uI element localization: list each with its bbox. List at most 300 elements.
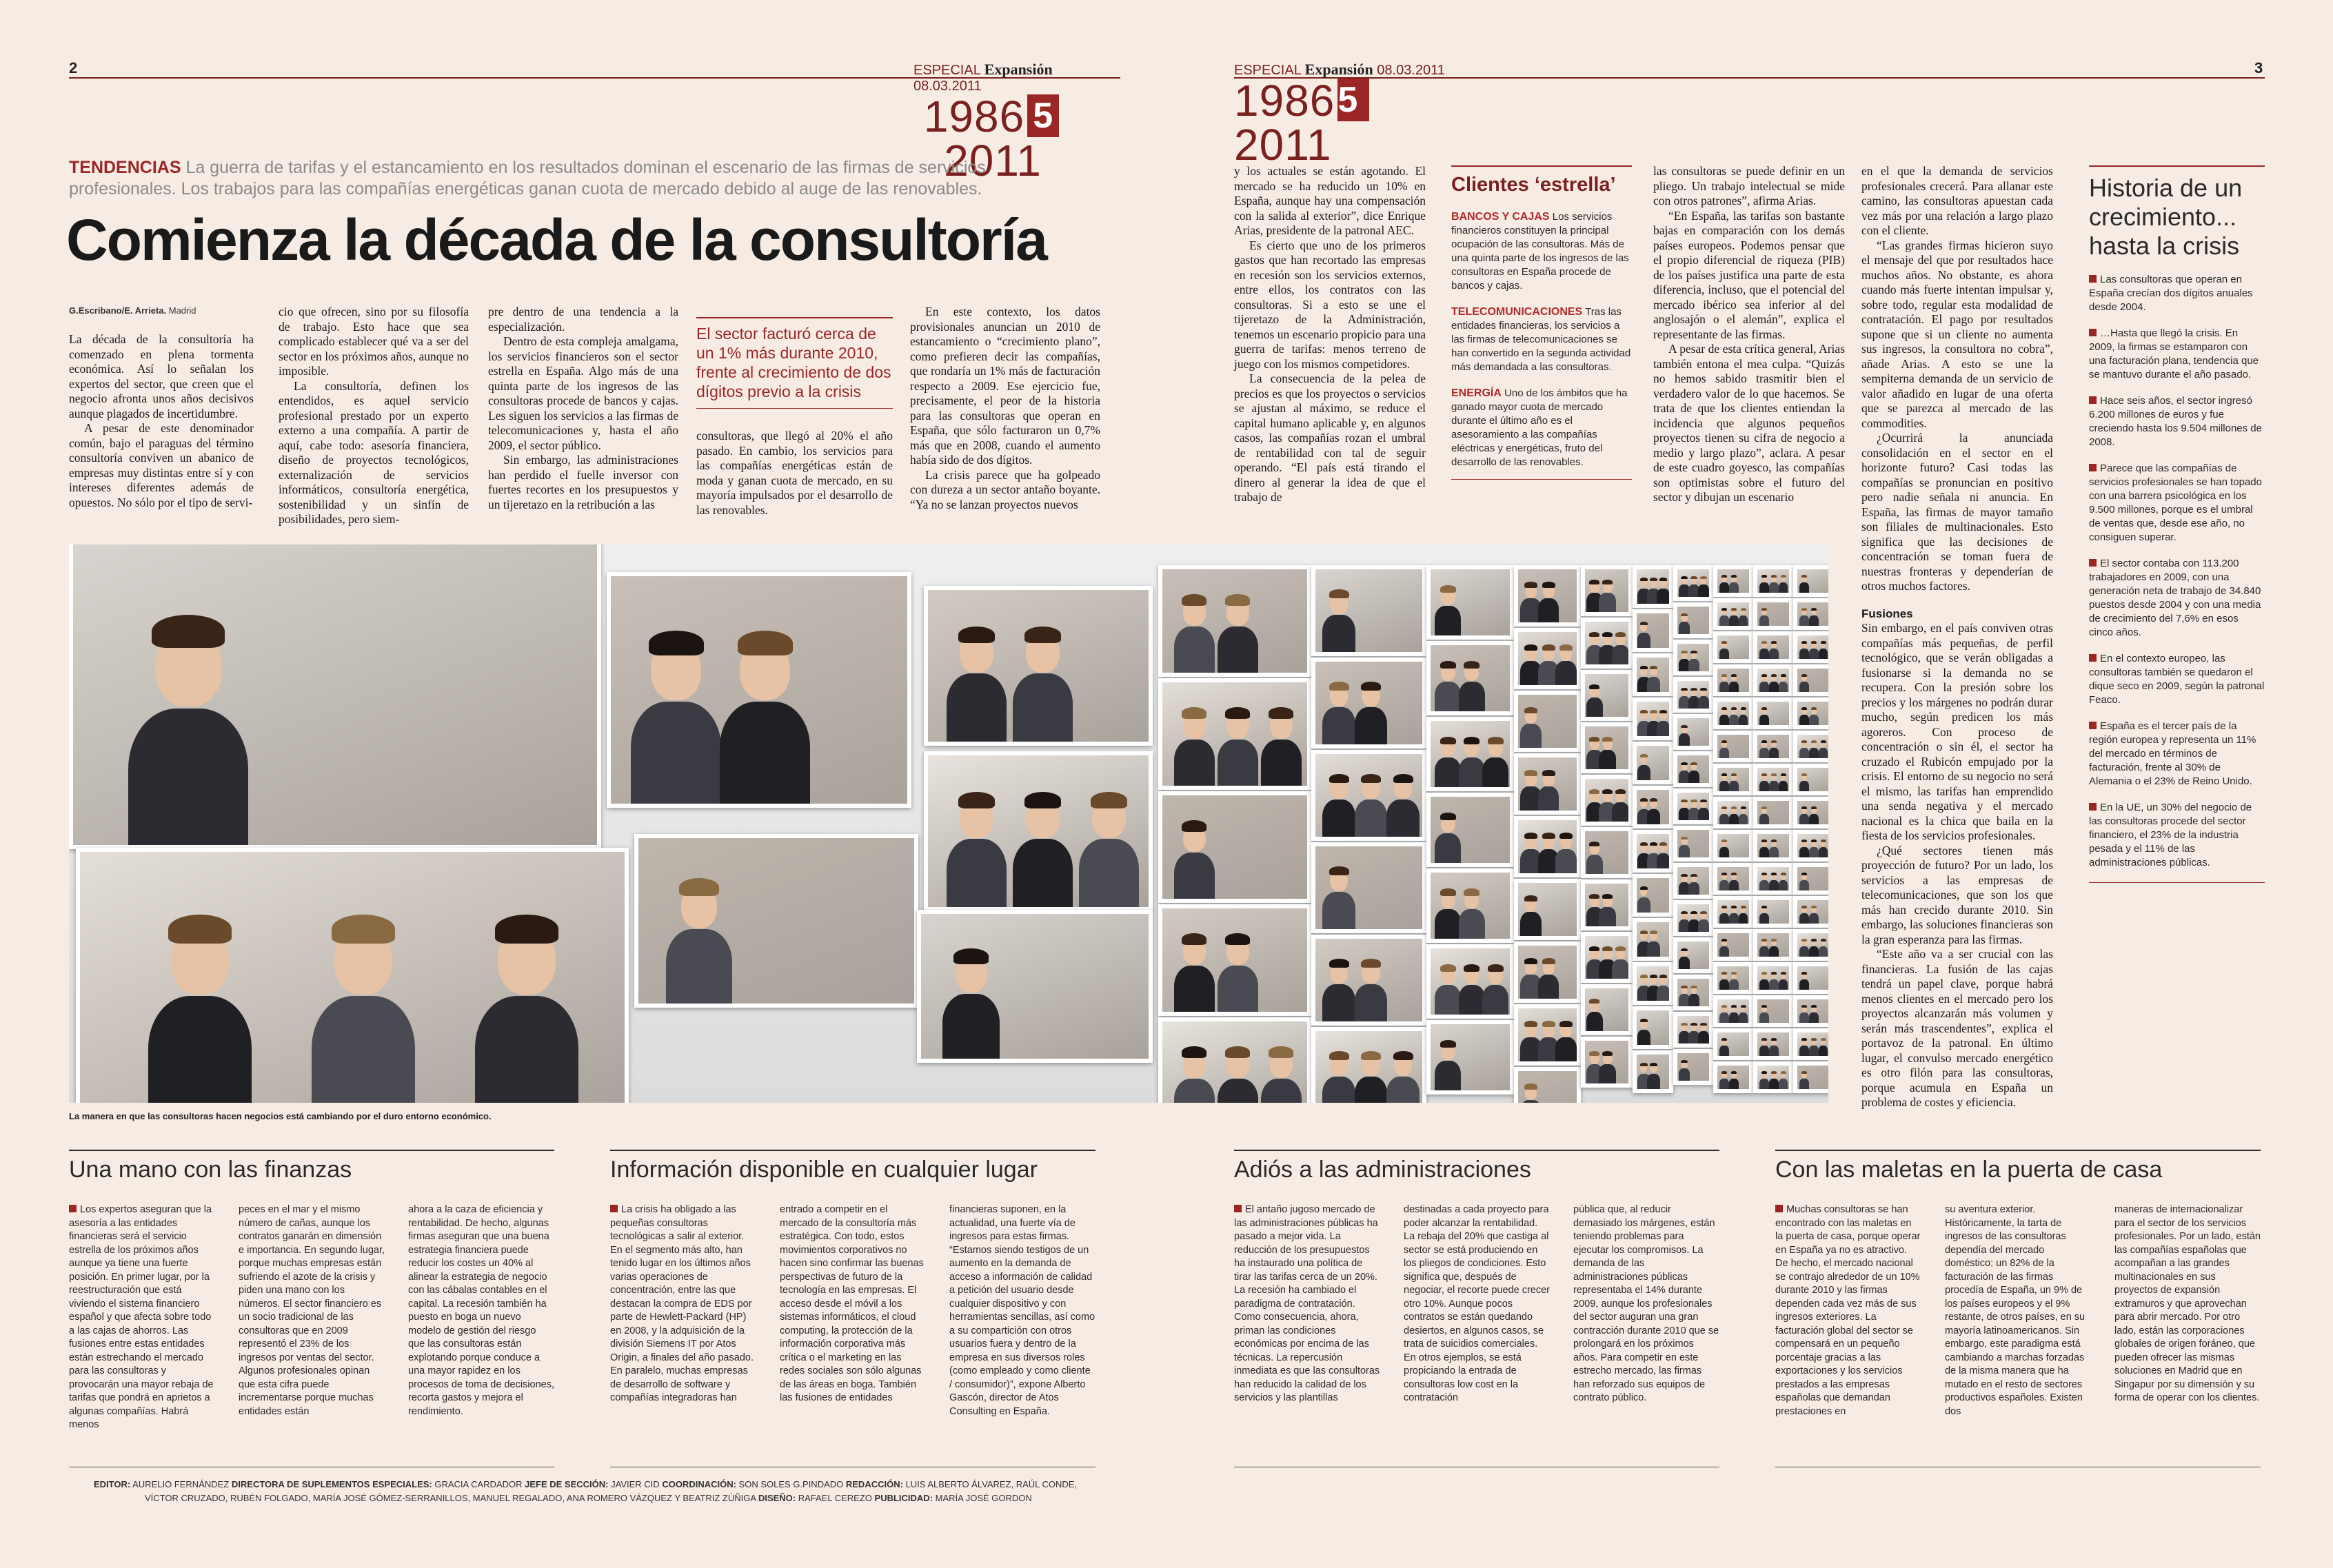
person-hair	[1602, 789, 1613, 794]
photo-tile	[1793, 962, 1828, 994]
person-figure	[1586, 698, 1604, 719]
photo-tile	[1793, 731, 1828, 762]
person-figure	[1739, 715, 1748, 726]
year-end: 2011	[1234, 120, 1332, 170]
photo-tile	[1633, 742, 1673, 784]
person-figure	[1555, 661, 1576, 688]
person-figure	[1769, 979, 1778, 991]
person-hair	[1781, 1071, 1786, 1074]
person-figure	[1079, 839, 1139, 911]
person-hair	[1731, 906, 1737, 908]
photo-tile	[1633, 609, 1673, 652]
person-hair	[1640, 930, 1648, 934]
person-hair	[1681, 986, 1688, 988]
credit-value: MARÍA JOSÉ GORDON	[935, 1493, 1032, 1503]
section-column	[949, 1203, 1095, 1418]
person-hair	[1589, 894, 1599, 899]
section-text: financieras suponen, en la actualidad, una fuerte vía de ingresos para estas firmas. “Estamos siendo testigos de un aumento en la demanda de acceso a información de calidad a petición del usuario desde cualquier dispositivo y con herramientas sencillas, así como a su compartición con otros usuarios fuera y dentro de la empresa en sus diversos roles (como empleado y como cliente / consumidor)”, expone Alberto Gascón, director de Atos Consulting en España.	[949, 1204, 1095, 1417]
photo-tile	[1713, 797, 1753, 828]
person-hair	[1464, 737, 1479, 744]
person-hair	[1721, 674, 1727, 677]
kicker: TENDENCIAS	[69, 158, 181, 177]
photo-tile	[76, 848, 629, 1103]
person-figure	[1729, 781, 1738, 793]
person-hair	[1761, 906, 1767, 908]
credits-line	[69, 1478, 1103, 1491]
person-hair	[1440, 964, 1456, 972]
person-hair	[958, 792, 995, 808]
person-hair	[1801, 773, 1807, 776]
photo-tile	[1311, 935, 1426, 1026]
person-hair	[1681, 1023, 1688, 1026]
clientes-item	[1451, 387, 1632, 469]
person-hair	[1640, 666, 1648, 669]
credit-label: COORDINACIÓN:	[662, 1479, 736, 1489]
paragraph: Sin embargo, las administraciones han perdido el fuelle inversor con fuertes recortes en los presupuestos y un tijeretazo en la retribución a las	[488, 453, 678, 511]
person-figure	[1435, 1061, 1461, 1094]
person-figure	[1719, 1079, 1728, 1090]
person-figure	[1799, 1046, 1808, 1057]
person-hair	[1640, 754, 1648, 757]
person-figure	[1637, 897, 1650, 915]
person-figure	[942, 994, 1000, 1063]
bullet-square-icon	[2089, 464, 2097, 471]
section-column	[610, 1203, 756, 1405]
person-hair	[1640, 622, 1648, 625]
person-hair	[1731, 674, 1737, 677]
sidebar-clientes-items	[1451, 210, 1632, 469]
person-hair	[1731, 773, 1737, 776]
paragraph: A pesar de este denominador común, bajo el paraguas del término consultoría conviven un abanico de empresas muy distintas entre sí y con intereses diferentes además de opuestos. No sólo por el tipo de servi-	[69, 421, 254, 509]
photo-tile	[1514, 816, 1581, 877]
section-text: su aventura exterior. Históricamente, la tarta de ingresos de las consultoras dependía del mercado doméstico: un 82% de la facturación de las firmas procedía de España, un 9% de los países europeos y el 9% restante, de otros países, en su mayoría latinoamericanos. Sin embargo, este paradigma está cambiando a marchas forzadas de la misma manera que ha mutado en el resto de sectores productivos españoles. Existen dos	[1945, 1204, 2085, 1417]
clientes-item	[1451, 305, 1632, 374]
person-hair	[1524, 582, 1537, 587]
person-figure	[1759, 682, 1768, 693]
person-hair	[1650, 798, 1657, 802]
person-hair	[1721, 873, 1727, 875]
paragraph: Dentro de esta compleja amalgama, los servicios financieros son el sector estrella en España. Algo más de una quinta parte de los ingresos de las consultoras procede de bancos y cajas. Les siguen los servicios a las firmas de telecomunicaciones y, hasta el año 2009, el sector público.	[488, 334, 678, 452]
deck	[69, 157, 1034, 200]
historia-item-text: España es el tercer país de la región europea y representa un 11% del mercado en términos de facturación, frente al 30% de Alemania o el 23% de Reino Unido.	[2089, 720, 2256, 787]
photo-tile	[1713, 664, 1753, 696]
person-hair	[1721, 972, 1727, 975]
bullet-square-icon	[2089, 722, 2097, 729]
person-figure	[1698, 696, 1709, 710]
credit-label: DIRECTORA DE SUPLEMENTOS ESPECIALES:	[231, 1479, 432, 1489]
person-figure	[1729, 814, 1738, 826]
person-figure	[1759, 748, 1768, 760]
photo-tile	[1673, 937, 1713, 973]
person-hair	[1488, 737, 1504, 744]
credit-label: REDACCIÓN:	[845, 1479, 903, 1489]
person-hair	[1811, 906, 1817, 908]
paragraph: “En España, las tarifas son bastante bajas en comparación con los demás países europeos. Podemos pensar que el propio diferencial de riqueza (PIB) de los países justifica una parte de esta diferencia, incluso, que el potencial del mercado ibérico sea inferior al del anglosajón o el alemán”, explica el representante de las firmas.	[1653, 208, 1845, 341]
section-column	[1573, 1203, 1719, 1405]
person-hair	[1182, 1046, 1206, 1058]
person-figure	[1013, 673, 1073, 746]
person-figure	[1769, 748, 1778, 760]
person-hair	[1811, 1038, 1817, 1041]
photo-tile	[1633, 698, 1673, 740]
year-end: 2011	[944, 136, 1042, 185]
person-figure	[1637, 765, 1650, 782]
person-hair	[1801, 972, 1807, 975]
photo-tile	[1673, 1012, 1713, 1048]
credit-label: DISEÑO:	[758, 1493, 796, 1503]
photo-tile	[1581, 932, 1633, 983]
person-hair	[1464, 888, 1479, 896]
person-hair	[1589, 842, 1599, 846]
person-figure	[1799, 582, 1808, 594]
sidebar-clientes-bottom-rule	[1451, 479, 1632, 480]
person-figure	[1355, 800, 1388, 841]
person-figure	[1322, 800, 1355, 841]
photo-tile	[634, 834, 918, 1008]
person-hair	[1700, 800, 1707, 802]
person-figure	[1435, 606, 1461, 639]
section-column	[1945, 1203, 2091, 1418]
person-figure	[1799, 1079, 1808, 1090]
person-figure	[1698, 1031, 1709, 1045]
photo-tile	[1514, 753, 1581, 815]
photo-tile	[1673, 788, 1713, 824]
person-hair	[1542, 644, 1555, 650]
person-figure	[1719, 649, 1728, 660]
person-hair	[1329, 682, 1349, 691]
person-figure	[1679, 1068, 1690, 1082]
photo-tile	[1426, 717, 1514, 791]
person-hair	[332, 915, 395, 944]
photo-tile	[924, 586, 1153, 746]
section-column	[780, 1203, 926, 1405]
person-figure	[1698, 808, 1709, 822]
person-figure	[1555, 1037, 1576, 1064]
person-hair	[1659, 710, 1667, 713]
person-hair	[1761, 939, 1767, 941]
person-figure	[1799, 1012, 1808, 1024]
person-hair	[1781, 575, 1786, 578]
person-figure	[1799, 979, 1808, 991]
person-hair	[1821, 740, 1826, 743]
paragraph: cio que ofrecen, sino por su filosofía de trabajo. Esto hace que sea complicado establecer qué va a ser del sector en los próximos años, aunque no imposible.	[279, 305, 469, 378]
historia-item-text: Parece que las compañías de servicios profesionales se han topado con una barrera psicológica en los 9.500 millones, porque es el umbral de ventas que, desde ese año, no consiguen superar.	[2089, 462, 2262, 543]
person-hair	[1640, 798, 1648, 802]
person-figure	[1719, 847, 1728, 859]
photo-tile	[1713, 731, 1753, 762]
person-figure	[1520, 912, 1541, 939]
person-hair	[1801, 608, 1807, 611]
person-figure	[1719, 1046, 1728, 1057]
person-figure	[1729, 979, 1738, 991]
fusiones-head: Fusiones	[1861, 607, 1913, 620]
person-figure	[1174, 627, 1215, 678]
person-figure	[1599, 907, 1616, 928]
person-figure	[1459, 985, 1485, 1018]
byline-place: Madrid	[168, 305, 196, 316]
historia-item	[2089, 273, 2265, 314]
historia-item	[2089, 720, 2265, 788]
photo-tile	[1426, 1020, 1514, 1094]
masthead-especial: ESPECIAL	[913, 63, 981, 78]
person-hair	[1602, 737, 1613, 742]
person-figure	[128, 709, 248, 849]
photo-tile	[1633, 565, 1673, 608]
person-hair	[1602, 632, 1613, 637]
photo-tile	[1793, 929, 1828, 961]
person-figure	[1729, 682, 1738, 693]
paragraph: En este contexto, los datos provisionales anuncian un 2010 de estancamiento o “crecimiento plano”, como prefieren decir las compañías, que rondaría un 1% más de facturación respecto a 2009. Ese ejercicio fue, precisamente, el peor de la historia para las consultoras que operan en España, que sólo facturaron un 0,7% más que en 2008, cuando el aumento había sido de dos dígitos.	[910, 305, 1100, 467]
person-hair	[1811, 806, 1817, 809]
person-hair	[1329, 774, 1349, 783]
section-title: Adiós a las administraciones	[1234, 1157, 1531, 1183]
photo-tile	[1793, 598, 1828, 630]
person-hair	[1811, 641, 1817, 644]
person-figure	[1612, 959, 1629, 981]
photo-tile	[1673, 1049, 1713, 1085]
person-hair	[168, 915, 232, 944]
person-hair	[1640, 1019, 1648, 1022]
person-hair	[1811, 939, 1817, 941]
masthead-especial: ESPECIAL	[1234, 63, 1302, 78]
person-figure	[1809, 748, 1818, 760]
person-figure	[1729, 1079, 1738, 1090]
person-hair	[1225, 707, 1250, 719]
paragraph: La crisis parece que ha golpeado con dureza a un sector antaño boyante. “Ya no se lanzan proyectos nuevos	[910, 467, 1100, 511]
clientes-item	[1451, 210, 1632, 293]
photo-tile	[1753, 830, 1793, 862]
person-figure	[1322, 615, 1355, 656]
historia-item-text: En el contexto europeo, las consultoras también se quedaron el dique seco en 2009, según la patronal Feaco.	[2089, 653, 2265, 706]
photo-tile	[1633, 653, 1673, 696]
person-hair	[1681, 613, 1688, 616]
photo-tile	[1426, 641, 1514, 715]
photo-tile	[1514, 1067, 1581, 1103]
person-figure	[1759, 1079, 1768, 1090]
person-figure	[1679, 957, 1690, 970]
person-hair	[1361, 682, 1381, 691]
person-hair	[1681, 911, 1688, 914]
person-figure	[1538, 598, 1559, 625]
person-figure	[1459, 909, 1485, 942]
person-hair	[1811, 740, 1817, 743]
person-figure	[1809, 913, 1818, 925]
person-figure	[1719, 979, 1728, 991]
person-figure	[1719, 781, 1728, 793]
person-figure	[1435, 682, 1461, 715]
person-figure	[1599, 750, 1616, 771]
photo-tile	[1713, 631, 1753, 663]
photo-tile	[1158, 791, 1311, 903]
person-hair	[1524, 833, 1537, 838]
photo-tile	[1713, 598, 1753, 630]
photo-tile	[1793, 631, 1828, 663]
person-hair	[1524, 895, 1537, 901]
person-hair	[1721, 839, 1727, 842]
person-figure	[1799, 615, 1808, 627]
year-start: 1986	[923, 92, 1025, 141]
year-start: 1986	[1234, 76, 1335, 125]
person-figure	[1759, 880, 1768, 892]
person-figure	[1261, 740, 1302, 791]
person-figure	[1719, 814, 1728, 826]
person-figure	[1435, 985, 1461, 1018]
person-hair	[1182, 933, 1206, 945]
person-hair	[1225, 933, 1250, 945]
person-hair	[649, 631, 704, 655]
section-rule	[1775, 1150, 2261, 1151]
photo-tile	[1581, 827, 1633, 878]
person-hair	[1329, 1051, 1349, 1060]
paragraph: en el que la demanda de servicios profesionales crecerá. Para allanar este camino, las consultoras apuestan cada vez más por una relación a largo plazo con el cliente.	[1861, 164, 2053, 237]
clientes-item-head: ENERGÍA	[1451, 387, 1502, 399]
person-hair	[1771, 1038, 1777, 1041]
section-text: pública que, al reducir demasiado los márgenes, están teniendo problemas para ejecutar los compromisos. La demanda de las administraciones públicas representaba el 14% durante 2009, aunque los profesionales del sector auguran una gran contracción durante 2010 que se prolongará en los próximos años. Para competir en este estrecho mercado, las firmas han reforzado sus equipos de contrato público.	[1573, 1204, 1719, 1403]
masthead-brand: Expansión	[984, 61, 1053, 78]
bullet-square-icon	[2089, 803, 2097, 811]
person-hair	[1393, 774, 1413, 783]
photo-tile	[1633, 962, 1673, 1005]
person-hair	[1811, 608, 1817, 611]
person-figure	[1759, 1046, 1768, 1057]
photo-tile	[1514, 565, 1581, 627]
person-hair	[1771, 839, 1777, 842]
person-hair	[1182, 820, 1206, 832]
person-hair	[1589, 737, 1599, 742]
photo-tile	[1673, 900, 1713, 936]
photo-tile	[1753, 631, 1793, 663]
person-hair	[1741, 707, 1746, 710]
person-figure	[1719, 913, 1728, 925]
person-figure	[148, 996, 252, 1103]
person-hair	[1464, 661, 1479, 669]
photo-tile	[1581, 879, 1633, 930]
person-hair	[1761, 839, 1767, 842]
person-hair	[1761, 873, 1767, 875]
person-figure	[1729, 615, 1738, 627]
person-figure	[1174, 853, 1215, 904]
historia-item-text: Hace seis años, el sector ingresó 6.200 millones de euros y fue creciendo hasta los 9.504 millones de 2008.	[2089, 395, 2262, 448]
person-figure	[1769, 781, 1778, 793]
photo-tile	[1158, 565, 1311, 677]
photo-tile	[1311, 565, 1426, 656]
person-figure	[1759, 913, 1768, 925]
person-figure	[1174, 740, 1215, 791]
person-figure	[1719, 715, 1728, 726]
photo-tile	[1581, 984, 1633, 1035]
person-hair	[1615, 632, 1626, 637]
section-text: destinadas a cada proyecto para poder alcanzar la rentabilidad. La rebaja del 20% que castiga al sector se está produciendo en los pliegos de condiciones. Esto significa que, después de negociar, el recorte puede crecer otro 10%. Aunque pocos contratos se están quedando desiertos, en algunos casos, se trata de suicidios comerciales. En otros ejemplos, se está propiciando la entrada de consultoras low cost en la contratación	[1404, 1204, 1550, 1403]
credit-value: AURELIO FERNÁNDEZ	[132, 1479, 230, 1489]
photo-tile	[1673, 714, 1713, 750]
clientes-item-head: TELECOMUNICACIONES	[1451, 306, 1583, 318]
photo-tile	[607, 572, 911, 808]
person-hair	[1731, 873, 1737, 875]
section-column	[1234, 1203, 1380, 1405]
person-hair	[1801, 873, 1807, 875]
person-hair	[1524, 1083, 1537, 1089]
person-hair	[1690, 874, 1697, 877]
person-figure	[1538, 786, 1559, 813]
section-column	[1404, 1203, 1550, 1405]
paragraph: pre dentro de una tendencia a la especialización.	[488, 305, 678, 334]
person-figure	[1809, 1012, 1818, 1024]
person-figure	[1482, 985, 1508, 1018]
person-figure	[1386, 800, 1420, 841]
photo-tile	[1673, 863, 1713, 899]
sidebar-clientes	[1451, 165, 1632, 480]
photo-tile	[1713, 698, 1753, 729]
bullet-square-icon	[2089, 275, 2097, 283]
photo-tile	[1633, 830, 1673, 873]
paragraph: Es cierto que uno de los primeros gastos que han recortado las empresas en recesión son los servicios externos, entre ellos, los contratos con las consultoras. Si a esto se une el tijeretazo de la Administración, tenemos un escenario propicio para una guerra de tarifas: menos terreno de juego con los mismos competidores.	[1234, 238, 1426, 371]
historia-item-text: Las consultoras que operan en España crecían dos dígitos anuales desde 2004.	[2089, 274, 2253, 313]
person-hair	[1589, 999, 1599, 1004]
person-figure	[1322, 1077, 1355, 1103]
person-figure	[1013, 839, 1073, 911]
person-hair	[1771, 575, 1777, 578]
person-figure	[1688, 994, 1699, 1008]
person-figure	[1719, 748, 1728, 760]
headline: Comienza la década de la consultoría	[66, 207, 1047, 272]
person-hair	[1440, 737, 1456, 744]
photo-tile	[1633, 786, 1673, 828]
person-figure	[1599, 1064, 1616, 1086]
person-hair	[1741, 1005, 1746, 1008]
anniversary-logo: 5	[1337, 79, 1369, 121]
anniversary-logo: 5	[1027, 94, 1059, 137]
person-hair	[1640, 1063, 1648, 1066]
person-hair	[1615, 946, 1626, 951]
person-figure	[1729, 715, 1738, 726]
person-figure	[1719, 615, 1728, 627]
person-hair	[1700, 1023, 1707, 1026]
photo-tile	[1311, 658, 1426, 749]
person-hair	[1811, 707, 1817, 710]
person-figure	[1435, 757, 1461, 791]
person-figure	[1799, 748, 1808, 760]
person-hair	[1761, 1071, 1767, 1074]
photo-tile	[1673, 751, 1713, 787]
person-figure	[1657, 721, 1670, 738]
person-hair	[1024, 792, 1061, 808]
photo-tile	[1581, 1037, 1633, 1088]
person-hair	[1681, 948, 1688, 951]
person-hair	[1801, 740, 1807, 743]
person-figure	[1799, 880, 1808, 892]
person-hair	[1731, 707, 1737, 710]
person-figure	[1586, 1012, 1604, 1033]
photo-tile	[1514, 1004, 1581, 1066]
photo-tile	[1673, 565, 1713, 601]
person-hair	[1771, 740, 1777, 743]
person-hair	[1640, 842, 1648, 846]
paragraph: La consultoría, definen los entendidos, es aquel servicio profesional prestado por un experto externo a una compañía. A partir de aquí, cabe todo: asesoría financiera, diseño de proyectos tecnológicos, externalización de servicios informáticos, consultoría energética, sostenibilidad y un sinfín de posibilidades, pero siem-	[279, 378, 469, 526]
person-hair	[1811, 1005, 1817, 1008]
person-figure	[1459, 682, 1485, 715]
credits-line	[69, 1491, 1103, 1505]
historia-item	[2089, 557, 2265, 640]
person-hair	[1361, 959, 1381, 968]
person-hair	[1801, 1071, 1807, 1074]
bullet-square-icon	[610, 1205, 618, 1212]
section-title: Información disponible en cualquier lugar	[610, 1157, 1038, 1183]
person-hair	[1741, 906, 1746, 908]
photo-tile	[1753, 863, 1793, 895]
paragraph: La consecuencia de la pelea de precios es que los proyectos o servicios se ajustan al máximo, se reduce el capital humano aplicable y, en algunos casos, las compañías rozan el umbral de rentabilidad con tal de seguir operando. “El país está tirando el dinero al generar la idea de que el trabajo de	[1234, 371, 1426, 504]
person-hair	[953, 948, 989, 964]
person-hair	[1329, 866, 1349, 875]
